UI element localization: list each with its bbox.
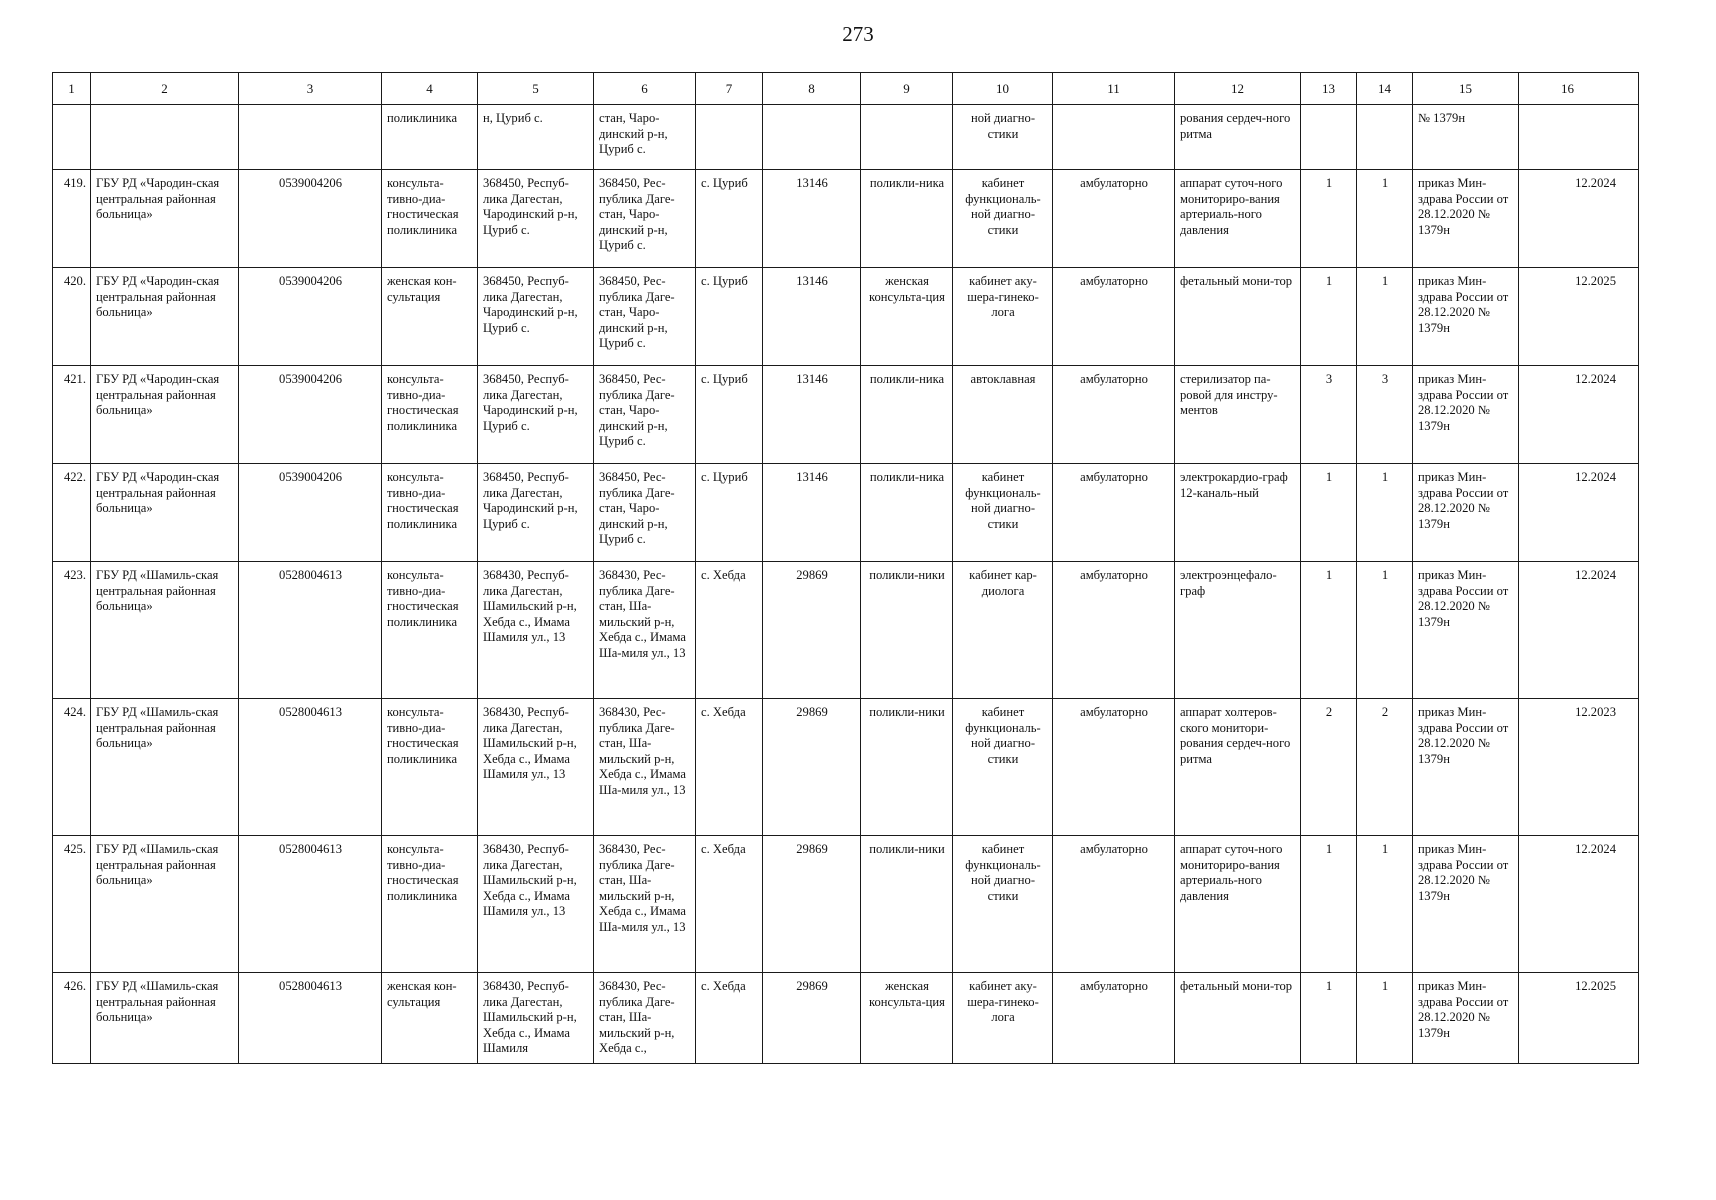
- cell-col-16: 12.2024: [1519, 464, 1639, 562]
- cell-col-12: рования сердеч-ного ритма: [1175, 105, 1301, 170]
- cell-col-1: 424.: [53, 699, 91, 836]
- cell-col-11: амбулаторно: [1053, 836, 1175, 973]
- cell-col-3: 0539004206: [239, 170, 382, 268]
- cell-col-13: 1: [1301, 836, 1357, 973]
- cell-col-10: кабинет кар-диолога: [953, 562, 1053, 699]
- cell-col-3: 0528004613: [239, 836, 382, 973]
- cell-col-2: ГБУ РД «Шамиль-ская центральная районная больница»: [91, 973, 239, 1064]
- cell-col-6: 368430, Рес-публика Даге-стан, Ша-мильский р-н, Хебда с., Имама Ша-миля ул., 13: [594, 699, 696, 836]
- cell-col-2: ГБУ РД «Шамиль-ская центральная районная больница»: [91, 836, 239, 973]
- cell-col-6: 368430, Рес-публика Даге-стан, Ша-мильский р-н, Хебда с.,: [594, 973, 696, 1064]
- cell-col-16: [1519, 105, 1639, 170]
- cell-col-15: приказ Мин-здрава России от 28.12.2020 № 1379н: [1413, 562, 1519, 699]
- cell-col-12: 12: [1175, 73, 1301, 105]
- cell-col-4: консульта-тивно-диа-гностическая поликлиника: [382, 170, 478, 268]
- cell-col-5: 5: [478, 73, 594, 105]
- cell-col-4: поликлиника: [382, 105, 478, 170]
- cell-col-12: электроэнцефало-граф: [1175, 562, 1301, 699]
- cell-col-16: 16: [1519, 73, 1639, 105]
- cell-col-3: 0539004206: [239, 268, 382, 366]
- cell-col-4: 4: [382, 73, 478, 105]
- cell-col-7: с. Хебда: [696, 562, 763, 699]
- cell-col-9: поликли-ника: [861, 464, 953, 562]
- cell-col-4: консульта-тивно-диа-гностическая поликлиника: [382, 699, 478, 836]
- cell-col-10: автоклавная: [953, 366, 1053, 464]
- cell-col-4: женская кон-сультация: [382, 973, 478, 1064]
- cell-col-4: консульта-тивно-диа-гностическая поликлиника: [382, 836, 478, 973]
- cell-col-7: 7: [696, 73, 763, 105]
- cell-col-16: 12.2024: [1519, 366, 1639, 464]
- cell-col-10: кабинет функциональ-ной диагно-стики: [953, 170, 1053, 268]
- cell-col-4: женская кон-сультация: [382, 268, 478, 366]
- equipment-table: [52, 72, 1639, 1064]
- cell-col-9: поликли-ники: [861, 562, 953, 699]
- table-row: [53, 562, 1639, 699]
- cell-col-9: поликли-ники: [861, 836, 953, 973]
- cell-col-1: 426.: [53, 973, 91, 1064]
- table-row: [53, 366, 1639, 464]
- table-row: [53, 699, 1639, 836]
- cell-col-16: 12.2024: [1519, 562, 1639, 699]
- cell-col-2: ГБУ РД «Чародин-ская центральная районная больница»: [91, 464, 239, 562]
- cell-col-9: женская консульта-ция: [861, 973, 953, 1064]
- table-row: [53, 170, 1639, 268]
- cell-col-5: 368450, Респуб-лика Дагестан, Чародинский р-н, Цуриб с.: [478, 464, 594, 562]
- cell-col-3: 3: [239, 73, 382, 105]
- cell-col-8: 13146: [763, 268, 861, 366]
- cell-col-2: ГБУ РД «Шамиль-ская центральная районная больница»: [91, 699, 239, 836]
- continuation-row: [53, 105, 1639, 170]
- cell-col-11: амбулаторно: [1053, 170, 1175, 268]
- cell-col-12: фетальный мони-тор: [1175, 973, 1301, 1064]
- cell-col-10: кабинет функциональ-ной диагно-стики: [953, 699, 1053, 836]
- cell-col-7: с. Цуриб: [696, 366, 763, 464]
- cell-col-8: [763, 105, 861, 170]
- cell-col-12: стерилизатор па-ровой для инстру-ментов: [1175, 366, 1301, 464]
- cell-col-11: амбулаторно: [1053, 562, 1175, 699]
- cell-col-8: 13146: [763, 464, 861, 562]
- cell-col-10: 10: [953, 73, 1053, 105]
- cell-col-12: электрокардио-граф 12-каналь-ный: [1175, 464, 1301, 562]
- cell-col-14: 1: [1357, 170, 1413, 268]
- cell-col-8: 8: [763, 73, 861, 105]
- cell-col-12: фетальный мони-тор: [1175, 268, 1301, 366]
- cell-col-11: амбулаторно: [1053, 699, 1175, 836]
- cell-col-5: 368450, Респуб-лика Дагестан, Чародинский р-н, Цуриб с.: [478, 170, 594, 268]
- cell-col-15: приказ Мин-здрава России от 28.12.2020 № 1379н: [1413, 836, 1519, 973]
- cell-col-14: 1: [1357, 973, 1413, 1064]
- cell-col-2: ГБУ РД «Чародин-ская центральная районная больница»: [91, 170, 239, 268]
- cell-col-12: аппарат суточ-ного мониториро-вания артериаль-ного давления: [1175, 170, 1301, 268]
- cell-col-8: 29869: [763, 973, 861, 1064]
- cell-col-10: кабинет функциональ-ной диагно-стики: [953, 836, 1053, 973]
- cell-col-1: 421.: [53, 366, 91, 464]
- cell-col-11: амбулаторно: [1053, 268, 1175, 366]
- cell-col-3: 0528004613: [239, 699, 382, 836]
- cell-col-15: приказ Мин-здрава России от 28.12.2020 № 1379н: [1413, 464, 1519, 562]
- cell-col-14: 1: [1357, 464, 1413, 562]
- cell-col-4: консульта-тивно-диа-гностическая поликлиника: [382, 464, 478, 562]
- cell-col-8: 29869: [763, 836, 861, 973]
- cell-col-11: амбулаторно: [1053, 366, 1175, 464]
- cell-col-7: с. Хебда: [696, 699, 763, 836]
- cell-col-6: 368450, Рес-публика Даге-стан, Чаро-динский р-н, Цуриб с.: [594, 170, 696, 268]
- cell-col-1: 419.: [53, 170, 91, 268]
- cell-col-14: 1: [1357, 836, 1413, 973]
- cell-col-3: 0539004206: [239, 366, 382, 464]
- cell-col-5: 368430, Респуб-лика Дагестан, Шамильский р-н, Хебда с., Имама Шамиля: [478, 973, 594, 1064]
- cell-col-6: 368450, Рес-публика Даге-стан, Чаро-динский р-н, Цуриб с.: [594, 268, 696, 366]
- cell-col-11: 11: [1053, 73, 1175, 105]
- table-row: [53, 268, 1639, 366]
- cell-col-5: 368430, Респуб-лика Дагестан, Шамильский р-н, Хебда с., Имама Шамиля ул., 13: [478, 836, 594, 973]
- cell-col-1: 423.: [53, 562, 91, 699]
- cell-col-14: 14: [1357, 73, 1413, 105]
- cell-col-6: стан, Чаро-динский р-н, Цуриб с.: [594, 105, 696, 170]
- cell-col-14: 1: [1357, 268, 1413, 366]
- table-row: [53, 836, 1639, 973]
- cell-col-14: [1357, 105, 1413, 170]
- cell-col-1: 1: [53, 73, 91, 105]
- cell-col-2: [91, 105, 239, 170]
- cell-col-3: 0539004206: [239, 464, 382, 562]
- cell-col-13: 3: [1301, 366, 1357, 464]
- cell-col-10: кабинет аку-шера-гинеко-лога: [953, 268, 1053, 366]
- cell-col-6: 368430, Рес-публика Даге-стан, Ша-мильский р-н, Хебда с., Имама Ша-миля ул., 13: [594, 562, 696, 699]
- cell-col-7: с. Цуриб: [696, 268, 763, 366]
- cell-col-16: 12.2024: [1519, 836, 1639, 973]
- cell-col-3: [239, 105, 382, 170]
- cell-col-14: 1: [1357, 562, 1413, 699]
- cell-col-7: с. Хебда: [696, 836, 763, 973]
- header-row: [53, 73, 1639, 105]
- cell-col-9: поликли-ника: [861, 366, 953, 464]
- cell-col-14: 2: [1357, 699, 1413, 836]
- cell-col-15: 15: [1413, 73, 1519, 105]
- cell-col-3: 0528004613: [239, 562, 382, 699]
- cell-col-13: 1: [1301, 268, 1357, 366]
- cell-col-15: приказ Мин-здрава России от 28.12.2020 № 1379н: [1413, 170, 1519, 268]
- cell-col-8: 29869: [763, 699, 861, 836]
- cell-col-12: аппарат холтеров-ского монитори-рования сердеч-ного ритма: [1175, 699, 1301, 836]
- cell-col-5: 368430, Респуб-лика Дагестан, Шамильский р-н, Хебда с., Имама Шамиля ул., 13: [478, 562, 594, 699]
- cell-col-8: 13146: [763, 170, 861, 268]
- cell-col-1: 422.: [53, 464, 91, 562]
- cell-col-9: 9: [861, 73, 953, 105]
- cell-col-6: 6: [594, 73, 696, 105]
- cell-col-5: 368430, Респуб-лика Дагестан, Шамильский р-н, Хебда с., Имама Шамиля ул., 13: [478, 699, 594, 836]
- cell-col-15: приказ Мин-здрава России от 28.12.2020 № 1379н: [1413, 366, 1519, 464]
- cell-col-8: 29869: [763, 562, 861, 699]
- cell-col-15: приказ Мин-здрава России от 28.12.2020 № 1379н: [1413, 699, 1519, 836]
- cell-col-13: 1: [1301, 973, 1357, 1064]
- cell-col-2: ГБУ РД «Шамиль-ская центральная районная больница»: [91, 562, 239, 699]
- cell-col-13: [1301, 105, 1357, 170]
- cell-col-4: консульта-тивно-диа-гностическая поликлиника: [382, 366, 478, 464]
- cell-col-8: 13146: [763, 366, 861, 464]
- cell-col-6: 368450, Рес-публика Даге-стан, Чаро-динский р-н, Цуриб с.: [594, 366, 696, 464]
- cell-col-7: с. Цуриб: [696, 170, 763, 268]
- page-number: 273: [842, 22, 874, 46]
- cell-col-9: поликли-ники: [861, 699, 953, 836]
- cell-col-5: 368450, Респуб-лика Дагестан, Чародинский р-н, Цуриб с.: [478, 268, 594, 366]
- cell-col-1: [53, 105, 91, 170]
- cell-col-7: [696, 105, 763, 170]
- cell-col-13: 1: [1301, 562, 1357, 699]
- cell-col-6: 368430, Рес-публика Даге-стан, Ша-мильский р-н, Хебда с., Имама Ша-миля ул., 13: [594, 836, 696, 973]
- cell-col-11: [1053, 105, 1175, 170]
- cell-col-16: 12.2024: [1519, 170, 1639, 268]
- cell-col-15: приказ Мин-здрава России от 28.12.2020 № 1379н: [1413, 268, 1519, 366]
- cell-col-13: 1: [1301, 464, 1357, 562]
- cell-col-16: 12.2025: [1519, 973, 1639, 1064]
- cell-col-5: 368450, Респуб-лика Дагестан, Чародинский р-н, Цуриб с.: [478, 366, 594, 464]
- cell-col-13: 13: [1301, 73, 1357, 105]
- cell-col-4: консульта-тивно-диа-гностическая поликлиника: [382, 562, 478, 699]
- cell-col-12: аппарат суточ-ного мониториро-вания артериаль-ного давления: [1175, 836, 1301, 973]
- cell-col-16: 12.2025: [1519, 268, 1639, 366]
- cell-col-16: 12.2023: [1519, 699, 1639, 836]
- cell-col-13: 1: [1301, 170, 1357, 268]
- cell-col-9: женская консульта-ция: [861, 268, 953, 366]
- cell-col-10: кабинет функциональ-ной диагно-стики: [953, 464, 1053, 562]
- cell-col-7: с. Цуриб: [696, 464, 763, 562]
- cell-col-15: приказ Мин-здрава России от 28.12.2020 № 1379н: [1413, 973, 1519, 1064]
- cell-col-13: 2: [1301, 699, 1357, 836]
- cell-col-14: 3: [1357, 366, 1413, 464]
- cell-col-2: 2: [91, 73, 239, 105]
- cell-col-1: 425.: [53, 836, 91, 973]
- cell-col-10: кабинет аку-шера-гинеко-лога: [953, 973, 1053, 1064]
- cell-col-15: № 1379н: [1413, 105, 1519, 170]
- table-row: [53, 464, 1639, 562]
- cell-col-11: амбулаторно: [1053, 464, 1175, 562]
- table-row: [53, 973, 1639, 1064]
- cell-col-9: поликли-ника: [861, 170, 953, 268]
- cell-col-1: 420.: [53, 268, 91, 366]
- cell-col-6: 368450, Рес-публика Даге-стан, Чаро-динский р-н, Цуриб с.: [594, 464, 696, 562]
- cell-col-9: [861, 105, 953, 170]
- cell-col-2: ГБУ РД «Чародин-ская центральная районная больница»: [91, 268, 239, 366]
- cell-col-3: 0528004613: [239, 973, 382, 1064]
- cell-col-11: амбулаторно: [1053, 973, 1175, 1064]
- cell-col-7: с. Хебда: [696, 973, 763, 1064]
- cell-col-10: ной диагно-стики: [953, 105, 1053, 170]
- cell-col-5: н, Цуриб с.: [478, 105, 594, 170]
- cell-col-2: ГБУ РД «Чародин-ская центральная районная больница»: [91, 366, 239, 464]
